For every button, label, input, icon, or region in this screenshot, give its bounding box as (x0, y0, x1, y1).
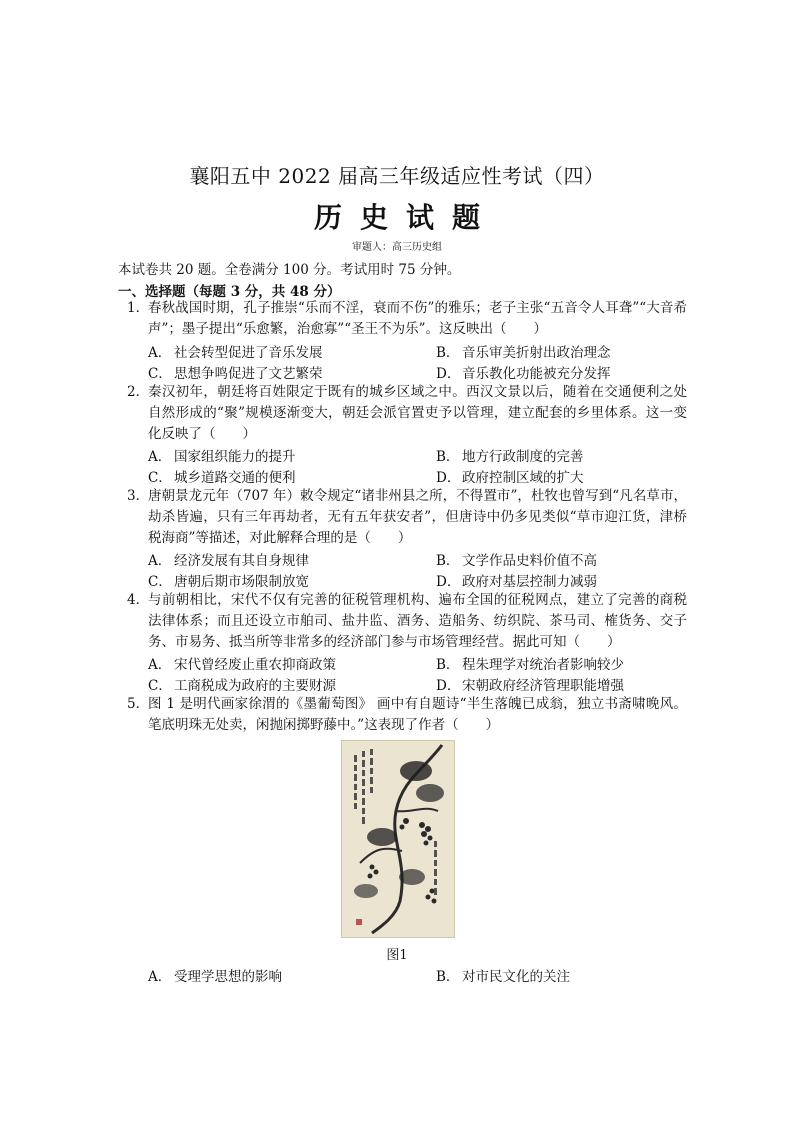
option-label: C． (148, 366, 172, 382)
option-text: 社会转型促进了音乐发展 (174, 345, 323, 361)
ink-grape-painting-image (341, 740, 455, 938)
question-2 (127, 382, 687, 445)
option-b[interactable] (436, 445, 584, 465)
option-label: D． (436, 470, 461, 486)
option-c[interactable] (148, 674, 336, 694)
question-4 (127, 590, 687, 653)
option-a[interactable] (148, 445, 296, 465)
option-a[interactable] (148, 653, 336, 673)
option-text: 城乡道路交通的便利 (174, 470, 296, 486)
option-label: A． (148, 345, 172, 361)
option-c[interactable] (148, 362, 323, 382)
reviewer-line: 审题人：高三历史组 (352, 242, 442, 253)
option-label: B． (436, 553, 460, 569)
option-text: 文学作品史料价值不高 (462, 553, 597, 569)
question-number: 4． (127, 592, 150, 608)
option-c[interactable] (148, 466, 296, 486)
figure-caption: 图1 (386, 948, 408, 963)
option-text: 政府控制区域的扩大 (462, 470, 584, 486)
option-label: A． (148, 969, 172, 985)
option-c[interactable] (148, 570, 309, 590)
option-label: B． (436, 969, 460, 985)
option-a[interactable] (148, 965, 282, 985)
option-a[interactable] (148, 341, 323, 361)
exam-title: 襄阳五中 2022 届高三年级适应性考试（四） (189, 164, 605, 188)
question-stem: 图 1 是明代画家徐渭的《墨葡萄图》 画中有自题诗“半生落魄已成翁，独立书斋啸晚风。笔底明珠无处卖，闲抛闲掷野藤中。”这表现了作者（ ） (148, 696, 687, 733)
question-3 (127, 486, 687, 549)
option-d[interactable] (436, 570, 597, 590)
question-stem: 秦汉初年，朝廷将百姓限定于既有的城乡区域之中。西汉文景以后，随着在交通便利之处自然形成的“聚”规模逐渐变大，朝廷会派官置吏予以管理，建立配套的乡里体系。这一变化反映了（ ） (148, 384, 687, 442)
option-text: 程朱理学对统治者影响较少 (462, 657, 624, 673)
option-label: C． (148, 678, 172, 694)
option-a[interactable] (148, 549, 309, 569)
option-label: B． (436, 345, 460, 361)
option-label: B． (436, 657, 460, 673)
section-title: 一、选择题（每题 3 分，共 48 分） (118, 284, 341, 300)
option-text: 宋代曾经废止重农抑商政策 (174, 657, 336, 673)
option-d[interactable] (436, 362, 611, 382)
question-5 (127, 694, 687, 736)
option-label: B． (436, 449, 460, 465)
option-text: 地方行政制度的完善 (462, 449, 584, 465)
option-label: C． (148, 574, 172, 590)
option-text: 国家组织能力的提升 (174, 449, 296, 465)
option-text: 宋朝政府经济管理职能增强 (462, 678, 624, 694)
question-stem: 与前朝相比，宋代不仅有完善的征税管理机构、遍布全国的征税网点，建立了完善的商税法律体系；而且还设立市舶司、盐井监、酒务、造船务、纺织院、茶马司、榷货务、交子务、市易务、抵当所等非常多的经济部门参与市场管理经营。据此可知（ ） (148, 592, 687, 650)
option-label: D． (436, 574, 461, 590)
option-label: A． (148, 657, 172, 673)
option-text: 经济发展有其自身规律 (174, 553, 309, 569)
question-stem: 春秋战国时期，孔子推崇“乐而不淫，衰而不伤”的雅乐；老子主张“五音令人耳聋”“大音希声”；墨子提出“乐愈繁，治愈寡”“圣王不为乐”。这反映出（ ） (148, 300, 687, 337)
option-label: A． (148, 553, 172, 569)
option-text: 对市民文化的关注 (462, 969, 570, 985)
option-label: D． (436, 678, 461, 694)
option-text: 音乐教化功能被充分发挥 (462, 366, 611, 382)
question-1 (127, 298, 687, 340)
option-b[interactable] (436, 341, 611, 361)
option-label: D． (436, 366, 461, 382)
question-stem: 唐朝景龙元年（707 年）敕令规定“诸非州县之所，不得置市”，杜牧也曾写到“凡名草市，劫杀皆遍，只有三年再劫者，无有五年获安者”，但唐诗中仍多见类似“草市迎江货，津桥税海商”等描述，对此解释合理的是（ ） (148, 488, 687, 546)
option-text: 工商税成为政府的主要财源 (174, 678, 336, 694)
question-number: 5． (127, 696, 150, 712)
option-b[interactable] (436, 549, 597, 569)
option-label: A． (148, 449, 172, 465)
option-text: 思想争鸣促进了文艺繁荣 (174, 366, 323, 382)
option-b[interactable] (436, 653, 624, 673)
option-d[interactable] (436, 674, 624, 694)
option-text: 音乐审美折射出政治理念 (462, 345, 611, 361)
option-text: 唐朝后期市场限制放宽 (174, 574, 309, 590)
option-label: C． (148, 470, 172, 486)
option-text: 受理学思想的影响 (174, 969, 282, 985)
question-number: 2． (127, 384, 150, 400)
question-number: 3． (127, 488, 150, 504)
exam-instructions: 本试卷共 20 题。全卷满分 100 分。考试用时 75 分钟。 (118, 262, 461, 278)
painting-illustration (342, 741, 454, 937)
question-number: 1． (127, 300, 150, 316)
option-text: 政府对基层控制力减弱 (462, 574, 597, 590)
option-b[interactable] (436, 965, 570, 985)
option-d[interactable] (436, 466, 584, 486)
subject-title: 历史试题 (313, 201, 498, 234)
